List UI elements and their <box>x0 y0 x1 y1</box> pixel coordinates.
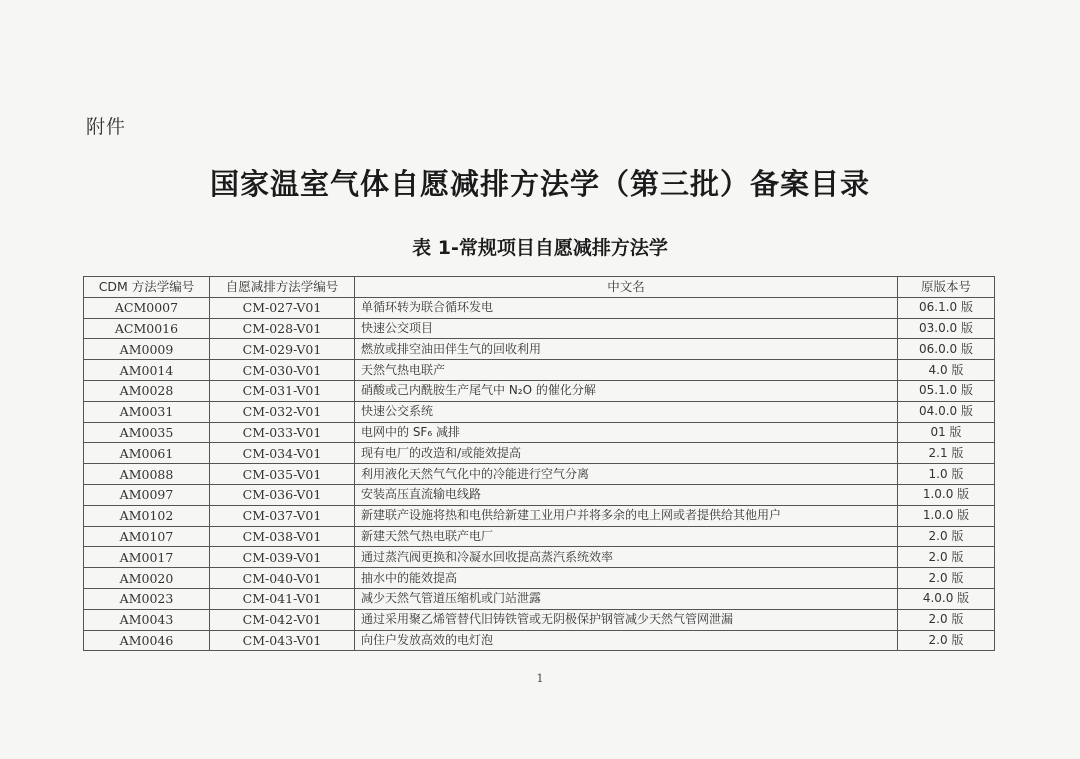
table-row <box>84 547 995 568</box>
cell-original-version: 1.0.0 版 <box>898 484 995 505</box>
cell-ver-code: CM-038-V01 <box>210 526 355 547</box>
cell-cdm-code: AM0107 <box>84 526 210 547</box>
cell-chinese-name: 天然气热电联产 <box>355 360 898 381</box>
cell-original-version: 2.0 版 <box>898 526 995 547</box>
cell-chinese-name: 向住户发放高效的电灯泡 <box>355 630 898 651</box>
cell-original-version: 1.0 版 <box>898 464 995 485</box>
cell-original-version: 06.1.0 版 <box>898 297 995 318</box>
cell-cdm-code: AM0023 <box>84 588 210 609</box>
cell-original-version: 2.0 版 <box>898 547 995 568</box>
cell-original-version: 03.0.0 版 <box>898 318 995 339</box>
table-row <box>84 360 995 381</box>
cell-chinese-name: 新建天然气热电联产电厂 <box>355 526 898 547</box>
table-row <box>84 422 995 443</box>
table-row <box>84 568 995 589</box>
cell-original-version: 2.0 版 <box>898 609 995 630</box>
cell-chinese-name: 单循环转为联合循环发电 <box>355 297 898 318</box>
cell-chinese-name: 减少天然气管道压缩机或门站泄露 <box>355 588 898 609</box>
cell-cdm-code: AM0009 <box>84 339 210 360</box>
cell-ver-code: CM-036-V01 <box>210 484 355 505</box>
table-row <box>84 339 995 360</box>
cell-chinese-name: 快速公交系统 <box>355 401 898 422</box>
cell-original-version: 01 版 <box>898 422 995 443</box>
table-title: 表 1-常规项目自愿减排方法学 <box>412 237 668 259</box>
table-row <box>84 505 995 526</box>
cell-cdm-code: AM0017 <box>84 547 210 568</box>
cell-chinese-name: 抽水中的能效提高 <box>355 568 898 589</box>
cell-original-version: 06.0.0 版 <box>898 339 995 360</box>
table-row <box>84 297 995 318</box>
cell-ver-code: CM-031-V01 <box>210 380 355 401</box>
cell-ver-code: CM-029-V01 <box>210 339 355 360</box>
table-row <box>84 318 995 339</box>
cell-original-version: 4.0.0 版 <box>898 588 995 609</box>
table-row <box>84 588 995 609</box>
table-header-row <box>84 277 995 298</box>
table-row <box>84 443 995 464</box>
cell-original-version: 2.1 版 <box>898 443 995 464</box>
cell-ver-code: CM-034-V01 <box>210 443 355 464</box>
cell-original-version: 4.0 版 <box>898 360 995 381</box>
cell-ver-code: CM-041-V01 <box>210 588 355 609</box>
cell-cdm-code: AM0061 <box>84 443 210 464</box>
page-number: 1 <box>536 672 544 685</box>
cell-ver-code: CM-028-V01 <box>210 318 355 339</box>
cell-cdm-code: AM0028 <box>84 380 210 401</box>
cell-chinese-name: 现有电厂的改造和/或能效提高 <box>355 443 898 464</box>
table-row <box>84 401 995 422</box>
cell-ver-code: CM-035-V01 <box>210 464 355 485</box>
cell-chinese-name: 电网中的 SF₆ 减排 <box>355 422 898 443</box>
table-row <box>84 464 995 485</box>
cell-cdm-code: AM0046 <box>84 630 210 651</box>
page-title: 国家温室气体自愿减排方法学（第三批）备案目录 <box>209 167 870 201</box>
cell-ver-code: CM-042-V01 <box>210 609 355 630</box>
cell-original-version: 04.0.0 版 <box>898 401 995 422</box>
cell-ver-code: CM-027-V01 <box>210 297 355 318</box>
cell-chinese-name: 通过蒸汽阀更换和冷凝水回收提高蒸汽系统效率 <box>355 547 898 568</box>
cell-cdm-code: AM0043 <box>84 609 210 630</box>
cell-original-version: 05.1.0 版 <box>898 380 995 401</box>
cell-ver-code: CM-037-V01 <box>210 505 355 526</box>
cell-chinese-name: 通过采用聚乙烯管替代旧铸铁管或无阴极保护钢管减少天然气管网泄漏 <box>355 609 898 630</box>
cell-cdm-code: AM0035 <box>84 422 210 443</box>
cell-chinese-name: 安装高压直流输电线路 <box>355 484 898 505</box>
header-cdm-code: CDM 方法学编号 <box>84 277 210 298</box>
cell-cdm-code: AM0088 <box>84 464 210 485</box>
cell-ver-code: CM-039-V01 <box>210 547 355 568</box>
table-row <box>84 484 995 505</box>
table-row <box>84 526 995 547</box>
cell-chinese-name: 利用液化天然气气化中的冷能进行空气分离 <box>355 464 898 485</box>
cell-cdm-code: AM0014 <box>84 360 210 381</box>
header-chinese-name: 中文名 <box>355 277 898 298</box>
table-row <box>84 609 995 630</box>
cell-ver-code: CM-043-V01 <box>210 630 355 651</box>
header-original-version: 原版本号 <box>898 277 995 298</box>
cell-cdm-code: ACM0016 <box>84 318 210 339</box>
cell-ver-code: CM-033-V01 <box>210 422 355 443</box>
cell-ver-code: CM-032-V01 <box>210 401 355 422</box>
cell-chinese-name: 新建联产设施将热和电供给新建工业用户并将多余的电上网或者提供给其他用户 <box>355 505 898 526</box>
cell-original-version: 2.0 版 <box>898 568 995 589</box>
table-row <box>84 380 995 401</box>
cell-cdm-code: AM0102 <box>84 505 210 526</box>
cell-original-version: 2.0 版 <box>898 630 995 651</box>
header-ver-code: 自愿减排方法学编号 <box>210 277 355 298</box>
cell-cdm-code: ACM0007 <box>84 297 210 318</box>
cell-chinese-name: 快速公交项目 <box>355 318 898 339</box>
cell-cdm-code: AM0020 <box>84 568 210 589</box>
cell-ver-code: CM-040-V01 <box>210 568 355 589</box>
cell-ver-code: CM-030-V01 <box>210 360 355 381</box>
methods-table <box>83 276 995 651</box>
attachment-label: 附件 <box>86 116 127 138</box>
cell-chinese-name: 硝酸或己内酰胺生产尾气中 N₂O 的催化分解 <box>355 380 898 401</box>
cell-chinese-name: 燃放或排空油田伴生气的回收利用 <box>355 339 898 360</box>
cell-cdm-code: AM0097 <box>84 484 210 505</box>
cell-cdm-code: AM0031 <box>84 401 210 422</box>
cell-original-version: 1.0.0 版 <box>898 505 995 526</box>
table-row <box>84 630 995 651</box>
